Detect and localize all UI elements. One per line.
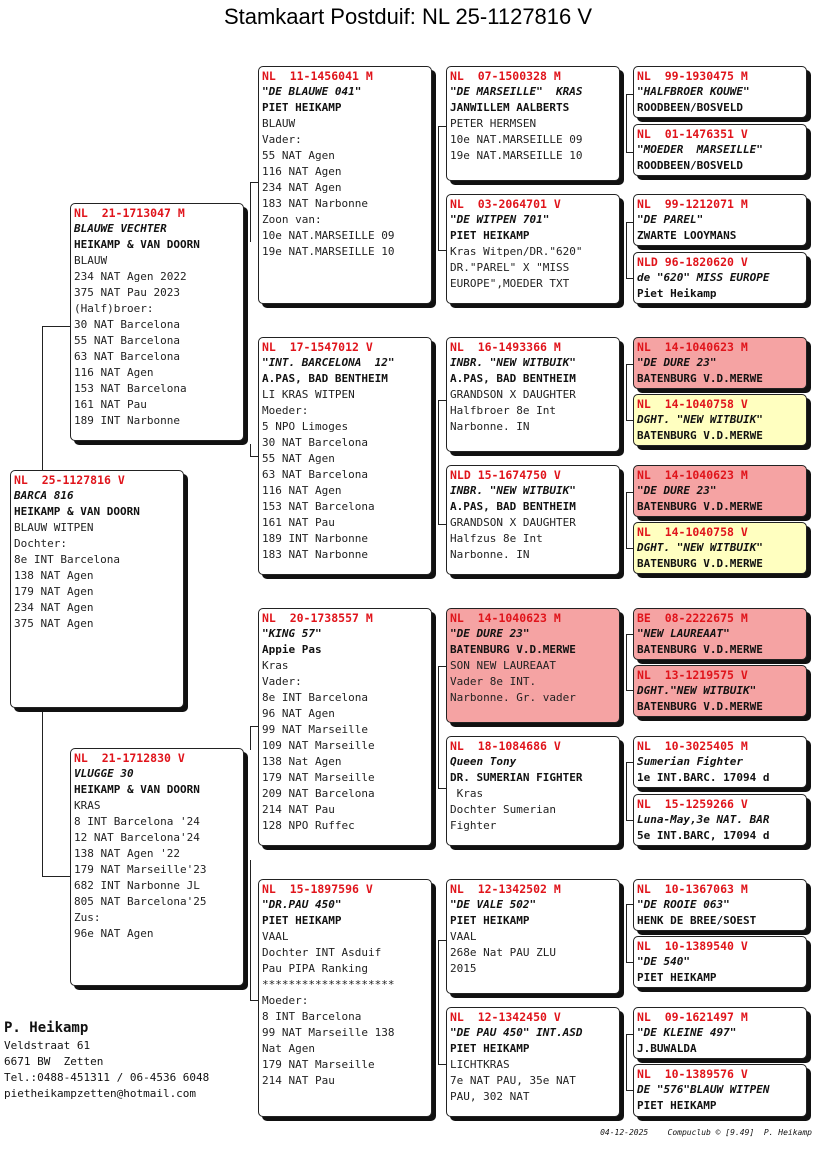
- ring-number: NL 11-1456041 M: [262, 69, 373, 83]
- ring-number: NLD 15-1674750 V: [450, 468, 561, 482]
- ring-number: NL 14-1040758 V: [637, 525, 748, 539]
- ring-number: NL 10-3025405 M: [637, 739, 748, 753]
- pigeon-owner: PIET HEIKAMP: [262, 914, 342, 927]
- pigeon-info: 234 NAT Agen 2022: [74, 270, 187, 283]
- ring-number: NL 14-1040623 M: [637, 468, 748, 482]
- pigeon-info: 5 NPO Limoges: [262, 420, 349, 433]
- pigeon-info: Halfzus 8e Int: [450, 532, 543, 545]
- pigeon-card-g5[interactable]: [633, 337, 807, 389]
- pigeon-info: Dochter:: [14, 537, 67, 550]
- pigeon-owner: 5e INT.BARC, 17094 d: [637, 829, 770, 842]
- pigeon-owner: BATENBURG V.D.MERWE: [637, 372, 763, 385]
- pigeon-info: Fighter: [450, 819, 497, 832]
- connector-line: [250, 182, 251, 242]
- ring-number: NL 14-1040623 M: [450, 611, 561, 625]
- pigeon-info: 161 NAT Pau: [74, 398, 147, 411]
- pigeon-owner: A.PAS, BAD BENTHEIM: [450, 372, 576, 385]
- connector-line: [438, 788, 446, 789]
- page-title: Stamkaart Postduif: NL 25-1127816 V: [223, 4, 593, 29]
- pigeon-info: 161 NAT Pau: [262, 516, 335, 529]
- pigeon-info: 8 INT Barcelona '24: [74, 815, 200, 828]
- connector-line: [438, 940, 439, 1064]
- pigeon-color: BLAUW: [262, 117, 296, 130]
- pigeon-card-mfm[interactable]: [446, 736, 620, 846]
- pigeon-info: LICHTKRAS: [450, 1058, 510, 1071]
- pigeon-owner: PIET HEIKAMP: [262, 101, 342, 114]
- pigeon-info: SON NEW LAUREAAT: [450, 659, 556, 672]
- pigeon-name: "DE ROOIE 063": [637, 898, 730, 911]
- pigeon-info: 2015: [450, 962, 477, 975]
- pigeon-info: 116 NAT Agen: [262, 484, 342, 497]
- pigeon-card-mother[interactable]: [70, 748, 244, 986]
- pigeon-name: DE "576"BLAUW WITPEN: [637, 1083, 770, 1096]
- connector-line: [42, 326, 70, 327]
- pigeon-info: 7e NAT PAU, 35e NAT: [450, 1074, 576, 1087]
- pigeon-info: GRANDSON X DAUGHTER: [450, 388, 576, 401]
- pigeon-info: 8e INT Barcelona: [14, 553, 120, 566]
- pigeon-info: 109 NAT Marseille: [262, 739, 375, 752]
- pigeon-info: 138 NAT Agen '22: [74, 847, 180, 860]
- connector-line: [438, 524, 446, 525]
- pigeon-owner: PIET HEIKAMP: [637, 1099, 717, 1112]
- pigeon-info: 153 NAT Barcelona: [74, 382, 187, 395]
- pigeon-info: 55 NAT Agen: [262, 452, 335, 465]
- ring-number: NL 16-1493366 M: [450, 340, 561, 354]
- pigeon-card-fmf[interactable]: [446, 337, 620, 452]
- connector-line: [438, 666, 439, 788]
- pigeon-info: PETER HERMSEN: [450, 117, 537, 130]
- pigeon-info: ********************: [262, 978, 395, 991]
- pigeon-info: Kras Witpen/DR."620": [450, 245, 583, 258]
- connector-line: [626, 1034, 627, 1090]
- pigeon-info: Pau PIPA Ranking: [262, 962, 368, 975]
- pigeon-info: Dochter INT Asduif: [262, 946, 382, 959]
- ring-number: NLD 96-1820620 V: [637, 255, 748, 269]
- pigeon-name: "DE WITPEN 701": [450, 213, 550, 226]
- breeder-phone: Tel.:0488-451311 / 06-4536 6048: [4, 1071, 210, 1084]
- ring-number: NL 13-1219575 V: [637, 668, 748, 682]
- pigeon-color: BLAUW WITPEN: [14, 521, 94, 534]
- pigeon-name: "INT. BARCELONA 12": [262, 356, 395, 369]
- pigeon-owner: BATENBURG V.D.MERWE: [637, 643, 763, 656]
- connector-line: [250, 1000, 258, 1001]
- pigeon-card-g13[interactable]: [633, 879, 807, 931]
- breeder-info: [4, 1018, 209, 1102]
- ring-number: NL 18-1084686 V: [450, 739, 561, 753]
- pigeon-info: 96e NAT Agen: [74, 927, 154, 940]
- connector-line: [626, 94, 627, 152]
- pigeon-info: Vader:: [262, 675, 302, 688]
- pigeon-owner: Piet Heikamp: [637, 287, 717, 300]
- pigeon-owner: ZWARTE LOOYMANS: [637, 229, 737, 242]
- pigeon-card-subject[interactable]: [10, 470, 184, 708]
- connector-line: [438, 250, 446, 251]
- ring-number: NL 07-1500328 M: [450, 69, 561, 83]
- connector-line: [438, 126, 446, 127]
- connector-line: [438, 400, 439, 524]
- pigeon-info: Narbonne. IN: [450, 420, 530, 433]
- pigeon-info: 179 NAT Agen: [14, 585, 94, 598]
- pigeon-name: "DE DURE 23": [637, 484, 717, 497]
- pigeon-info: Narbonne. IN: [450, 548, 530, 561]
- pigeon-owner: PIET HEIKAMP: [637, 971, 717, 984]
- pigeon-info: Moeder:: [262, 994, 309, 1007]
- connector-line: [626, 492, 627, 548]
- ring-number: NL 10-1367063 M: [637, 882, 748, 896]
- pigeon-card-ff[interactable]: [258, 66, 432, 304]
- pigeon-info: 138 Nat Agen: [262, 755, 342, 768]
- pigeon-owner: ROODBEEN/BOSVELD: [637, 101, 743, 114]
- connector-line: [626, 762, 627, 820]
- pigeon-name: "DE PAREL": [637, 213, 704, 226]
- ring-number: NL 15-1897596 V: [262, 882, 373, 896]
- pigeon-info: 375 NAT Pau 2023: [74, 286, 180, 299]
- breeder-address: Veldstraat 61: [4, 1039, 91, 1052]
- pigeon-card-g2[interactable]: [633, 124, 807, 176]
- pigeon-card-mf[interactable]: [258, 608, 432, 846]
- pigeon-info: DR."PAREL" X "MISS: [450, 261, 570, 274]
- pigeon-color: BLAUW: [74, 254, 108, 267]
- pigeon-info: 128 NPO Ruffec: [262, 819, 355, 832]
- pigeon-card-mmm[interactable]: [446, 1007, 620, 1117]
- pigeon-name: BARCA 816: [14, 489, 74, 502]
- pigeon-owner: BATENBURG V.D.MERWE: [637, 500, 763, 513]
- pigeon-owner: DR. SUMERIAN FIGHTER: [450, 771, 583, 784]
- pigeon-name: "DE 540": [637, 955, 690, 968]
- pigeon-info: PAU, 302 NAT: [450, 1090, 530, 1103]
- pigeon-info: 8 INT Barcelona: [262, 1010, 362, 1023]
- pigeon-info: 116 NAT Agen: [262, 165, 342, 178]
- pigeon-name: DGHT. "NEW WITBUIK": [637, 541, 763, 554]
- pigeon-info: 234 NAT Agen: [14, 601, 94, 614]
- pigeon-info: Zus:: [74, 911, 101, 924]
- pigeon-name: Queen Tony: [450, 755, 517, 768]
- pigeon-owner: Appie Pas: [262, 643, 322, 656]
- pigeon-name: DGHT. "NEW WITBUIK": [637, 413, 763, 426]
- pigeon-owner: 1e INT.BARC. 17094 d: [637, 771, 770, 784]
- pigeon-info: 12 NAT Barcelona'24: [74, 831, 200, 844]
- pigeon-name: "DE DURE 23": [637, 356, 717, 369]
- pigeon-card-fm[interactable]: [258, 337, 432, 575]
- pigeon-card-mff[interactable]: [446, 608, 620, 723]
- pigeon-owner: A.PAS, BAD BENTHEIM: [450, 500, 576, 513]
- breeder-city: 6671 BW Zetten: [4, 1055, 104, 1068]
- pigeon-owner: PIET HEIKAMP: [450, 229, 530, 242]
- pigeon-card-g14[interactable]: [633, 936, 807, 988]
- pigeon-info: Vader:: [262, 133, 302, 146]
- pigeon-info: 138 NAT Agen: [14, 569, 94, 582]
- pigeon-info: 10e NAT.MARSEILLE 09: [262, 229, 395, 242]
- pigeon-owner: PIET HEIKAMP: [450, 1042, 530, 1055]
- pigeon-owner: A.PAS, BAD BENTHEIM: [262, 372, 388, 385]
- ring-number: BE 08-2222675 M: [637, 611, 748, 625]
- pigeon-info: VAAL: [450, 930, 477, 943]
- pigeon-color: KRAS: [74, 799, 101, 812]
- pigeon-name: "MOEDER MARSEILLE": [637, 143, 763, 156]
- pigeon-card-g9[interactable]: [633, 608, 807, 660]
- pigeon-owner: J.BUWALDA: [637, 1042, 697, 1055]
- ring-number: NL 03-2064701 V: [450, 197, 561, 211]
- pigeon-card-father[interactable]: [70, 203, 244, 441]
- ring-number: NL 21-1713047 M: [74, 206, 185, 220]
- ring-number: NL 25-1127816 V: [14, 473, 125, 487]
- pigeon-card-g3[interactable]: [633, 194, 807, 246]
- pigeon-name: BLAUWE VECHTER: [74, 222, 167, 235]
- ring-number: NL 99-1930475 M: [637, 69, 748, 83]
- pigeon-name: "NEW LAUREAAT": [637, 627, 730, 640]
- connector-line: [250, 860, 251, 1000]
- pigeon-info: 8e INT Barcelona: [262, 691, 368, 704]
- pigeon-info: 96 NAT Agen: [262, 707, 335, 720]
- pigeon-info: 99 NAT Marseille: [262, 723, 368, 736]
- pigeon-name: Sumerian Fighter: [637, 755, 743, 768]
- pigeon-name: "HALFBROER KOUWE": [637, 85, 750, 98]
- pigeon-name: "KING 57": [262, 627, 322, 640]
- pigeon-name: "DE KLEINE 497": [637, 1026, 737, 1039]
- connector-line: [438, 1064, 446, 1065]
- pigeon-info: 234 NAT Agen: [262, 181, 342, 194]
- ring-number: NL 01-1476351 V: [637, 127, 748, 141]
- pigeon-name: "DR.PAU 450": [262, 898, 342, 911]
- connector-line: [438, 126, 439, 250]
- pigeon-card-fmm[interactable]: [446, 465, 620, 575]
- ring-number: NL 21-1712830 V: [74, 751, 185, 765]
- pigeon-owner: BATENBURG V.D.MERWE: [637, 429, 763, 442]
- pigeon-info: 179 NAT Marseille: [262, 1058, 375, 1071]
- pigeon-card-g15[interactable]: [633, 1007, 807, 1059]
- connector-line: [250, 182, 258, 183]
- pigeon-owner: HEIKAMP & VAN DOORN: [14, 505, 140, 518]
- pigeon-owner: ROODBEEN/BOSVELD: [637, 159, 743, 172]
- pigeon-owner: HEIKAMP & VAN DOORN: [74, 783, 200, 796]
- pigeon-color: LI KRAS WITPEN: [262, 388, 355, 401]
- pigeon-name: VLUGGE 30: [74, 767, 134, 780]
- pigeon-card-g12[interactable]: [633, 794, 807, 846]
- pigeon-info: Zoon van:: [262, 213, 322, 226]
- pigeon-card-ffm[interactable]: [446, 194, 620, 304]
- pigeon-card-g8[interactable]: [633, 522, 807, 574]
- pigeon-name: "DE MARSEILLE" KRAS: [450, 85, 583, 98]
- pigeon-owner: BATENBURG V.D.MERWE: [450, 643, 576, 656]
- connector-line: [626, 222, 627, 278]
- pigeon-info: 153 NAT Barcelona: [262, 500, 375, 513]
- pigeon-info: 189 INT Narbonne: [74, 414, 180, 427]
- pigeon-info: 19e NAT.MARSEILLE 10: [450, 149, 583, 162]
- pigeon-info: 189 INT Narbonne: [262, 532, 368, 545]
- ring-number: NL 12-1342502 M: [450, 882, 561, 896]
- pigeon-info: Nat Agen: [262, 1042, 315, 1055]
- connector-line: [250, 726, 251, 750]
- connector-line: [626, 364, 627, 420]
- pigeon-card-g7[interactable]: [633, 465, 807, 517]
- ring-number: NL 14-1040623 M: [637, 340, 748, 354]
- connector-line: [438, 400, 446, 401]
- pigeon-owner: BATENBURG V.D.MERWE: [637, 700, 763, 713]
- ring-number: NL 14-1040758 V: [637, 397, 748, 411]
- ring-number: NL 15-1259266 V: [637, 797, 748, 811]
- pigeon-name: DGHT."NEW WITBUIK": [637, 684, 757, 697]
- pigeon-info: 805 NAT Barcelona'25: [74, 895, 207, 908]
- pigeon-name: INBR. "NEW WITBUIK": [450, 356, 576, 369]
- pigeon-name: "DE VALE 502": [450, 898, 537, 911]
- pigeon-card-mm[interactable]: [258, 879, 432, 1117]
- pigeon-info: Narbonne. Gr. vader: [450, 691, 576, 704]
- ring-number: NL 09-1621497 M: [637, 1010, 748, 1024]
- breeder-name: P. Heikamp: [4, 1020, 89, 1036]
- connector-line: [250, 456, 258, 457]
- pigeon-info: 268e Nat PAU ZLU: [450, 946, 556, 959]
- ring-number: NL 17-1547012 V: [262, 340, 373, 354]
- connector-line: [42, 876, 70, 877]
- pigeon-card-g4[interactable]: [633, 252, 807, 304]
- pigeon-owner: HENK DE BREE/SOEST: [637, 914, 757, 927]
- pigeon-info: 179 NAT Marseille'23: [74, 863, 207, 876]
- pigeon-info: 10e NAT.MARSEILLE 09: [450, 133, 583, 146]
- pigeon-owner: BATENBURG V.D.MERWE: [637, 557, 763, 570]
- pigeon-card-g16[interactable]: [633, 1064, 807, 1117]
- pigeon-info: 99 NAT Marseille 138: [262, 1026, 395, 1039]
- pigeon-info: GRANDSON X DAUGHTER: [450, 516, 576, 529]
- connector-line: [438, 666, 446, 667]
- pigeon-name: de "620" MISS EUROPE: [637, 271, 770, 284]
- pigeon-name: INBR. "NEW WITBUIK": [450, 484, 576, 497]
- ring-number: NL 12-1342450 V: [450, 1010, 561, 1024]
- pigeon-info: 682 INT Narbonne JL: [74, 879, 200, 892]
- breeder-email[interactable]: pietheikampzetten@hotmail.com: [4, 1087, 197, 1100]
- ring-number: NL 10-1389576 V: [637, 1067, 748, 1081]
- pigeon-info: Halfbroer 8e Int: [450, 404, 556, 417]
- pigeon-info: 209 NAT Barcelona: [262, 787, 375, 800]
- pigeon-owner: HEIKAMP & VAN DOORN: [74, 238, 200, 251]
- pigeon-owner: JANWILLEM AALBERTS: [450, 101, 570, 114]
- pigeon-info: 375 NAT Agen: [14, 617, 94, 630]
- pigeon-color: Kras: [262, 659, 289, 672]
- connector-line: [626, 634, 627, 690]
- pigeon-info: 55 NAT Barcelona: [74, 334, 180, 347]
- pigeon-info: 30 NAT Barcelona: [262, 436, 368, 449]
- pigeon-info: 19e NAT.MARSEILLE 10: [262, 245, 395, 258]
- pigeon-name: Luna-May,3e NAT. BAR: [637, 813, 770, 826]
- connector-line: [250, 726, 258, 727]
- pigeon-card-fff[interactable]: [446, 66, 620, 181]
- pigeon-card-g10[interactable]: [633, 665, 807, 717]
- pigeon-info: 116 NAT Agen: [74, 366, 154, 379]
- ring-number: NL 20-1738557 M: [262, 611, 373, 625]
- pigeon-info: 63 NAT Barcelona: [74, 350, 180, 363]
- ring-number: NL 10-1389540 V: [637, 939, 748, 953]
- pigeon-name: "DE PAU 450" INT.ASD: [450, 1026, 583, 1039]
- pigeon-card-g1[interactable]: [633, 66, 807, 118]
- pigeon-card-mmf[interactable]: [446, 879, 620, 994]
- pigeon-info: Moeder:: [262, 404, 309, 417]
- pigeon-info: 183 NAT Narbonne: [262, 548, 368, 561]
- pigeon-owner: PIET HEIKAMP: [450, 914, 530, 927]
- pigeon-info: (Half)broer:: [74, 302, 154, 315]
- connector-line: [250, 444, 251, 456]
- pigeon-name: "DE DURE 23": [450, 627, 530, 640]
- pigeon-info: Vader 8e INT.: [450, 675, 537, 688]
- connector-line: [626, 904, 627, 962]
- ring-number: NL 99-1212071 M: [637, 197, 748, 211]
- pigeon-info: Dochter Sumerian: [450, 803, 556, 816]
- connector-line: [42, 708, 43, 876]
- pigeon-info: 214 NAT Pau: [262, 803, 335, 816]
- pigeon-info: 183 NAT Narbonne: [262, 197, 368, 210]
- pigeon-info: Kras: [450, 787, 484, 800]
- pigeon-info: 55 NAT Agen: [262, 149, 335, 162]
- pigeon-info: 30 NAT Barcelona: [74, 318, 180, 331]
- pigeon-card-g11[interactable]: [633, 736, 807, 788]
- pigeon-info: EUROPE",MOEDER TXT: [450, 277, 570, 290]
- footer-credit: 04-12-2025 Compuclub © [9.49] P. Heikamp: [600, 1128, 812, 1137]
- pigeon-info: 179 NAT Marseille: [262, 771, 375, 784]
- pigeon-info: 214 NAT Pau: [262, 1074, 335, 1087]
- pigeon-color: VAAL: [262, 930, 289, 943]
- pigeon-name: "DE BLAUWE 041": [262, 85, 362, 98]
- connector-line: [42, 326, 43, 470]
- pigeon-info: 63 NAT Barcelona: [262, 468, 368, 481]
- connector-line: [438, 940, 446, 941]
- pigeon-card-g6[interactable]: [633, 394, 807, 446]
